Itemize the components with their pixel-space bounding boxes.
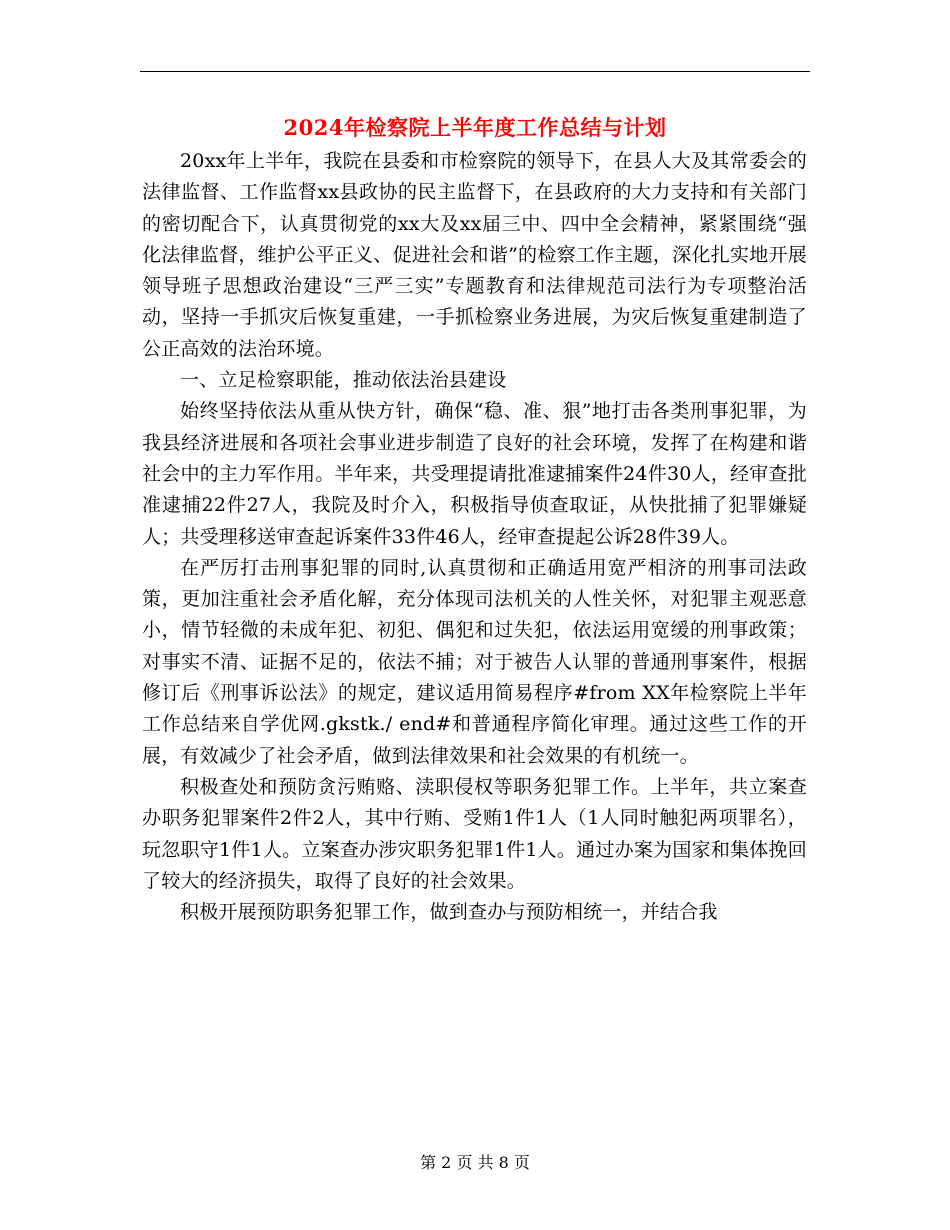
paragraph-lenient-policy: 在严厉打击刑事犯罪的同时,认真贯彻和正确适用宽严相济的刑事司法政策，更加注重社会矛盾化解，充分体现司法机关的人性关怀，对犯罪主观恶意小，情节轻微的未成年犯、初犯、偶犯和过失犯，依法运用宽缓的刑事政策；对事实不清、证据不足的，依法不捕；对于被告人认罪的普通刑事案件，根据修订后《刑事诉讼法》的规定，建议适用简易程序#from XX年检察院上半年工作总结来自学优网.gkstk./ end#和普通程序简化审理。通过这些工作的开展，有效减少了社会矛盾，做到法律效果和社会效果的有机统一。 bbox=[142, 556, 807, 767]
paragraph-prevention: 积极开展预防职务犯罪工作，做到查办与预防相统一，并结合我 bbox=[180, 901, 718, 924]
page-footer: 第 2 页 共 8 页 bbox=[420, 1153, 530, 1172]
paragraph-duty-crime: 积极查处和预防贪污贿赂、渎职侵权等职务犯罪工作。上半年，共立案查办职务犯罪案件2件2人，其中行贿、受贿1件1人（1人同时触犯两项罪名），玩忽职守1件1人。立案查办涉灾职务犯罪1件1人。通过办案为国家和集体挽回了较大的经济损失，取得了良好的社会效果。 bbox=[142, 775, 807, 892]
document-title: 2024年检察院上半年度工作总结与计划 bbox=[283, 115, 667, 140]
paragraph-intro: 20xx年上半年，我院在县委和市检察院的领导下，在县人大及其常委会的法律监督、工作监督xx县政协的民主监督下，在县政府的大力支持和有关部门的密切配合下，认真贯彻党的xx大及xx届三中、四中全会精神，紧紧围绕“强化法律监督，维护公平正义、促进社会和谐”的检察工作主题，深化扎实地开展领导班子思想政治建设“三严三实”专题教育和法律规范司法行为专项整治活动，坚持一手抓灾后恢复重建，一手抓检察业务进展，为灾后恢复重建制造了公正高效的法治环境。 bbox=[142, 150, 807, 360]
header-rule bbox=[140, 71, 810, 72]
paragraph-criminal-cases: 始终坚持依法从重从快方针，确保“稳、准、狠”地打击各类刑事犯罪，为我县经济进展和各项社会事业进步制造了良好的社会环境，发挥了在构建和谐社会中的主力军作用。半年来，共受理提请批准逮捕案件24件30人，经审查批准逮捕22件27人，我院及时介入，积极指导侦查取证，从快批捕了犯罪嫌疑人；共受理移送审查起诉案件33件46人，经审查提起公诉28件39人。 bbox=[142, 400, 807, 548]
section-heading-1: 一、立足检察职能，推动依法治县建设 bbox=[180, 369, 507, 392]
document-body bbox=[142, 146, 807, 928]
